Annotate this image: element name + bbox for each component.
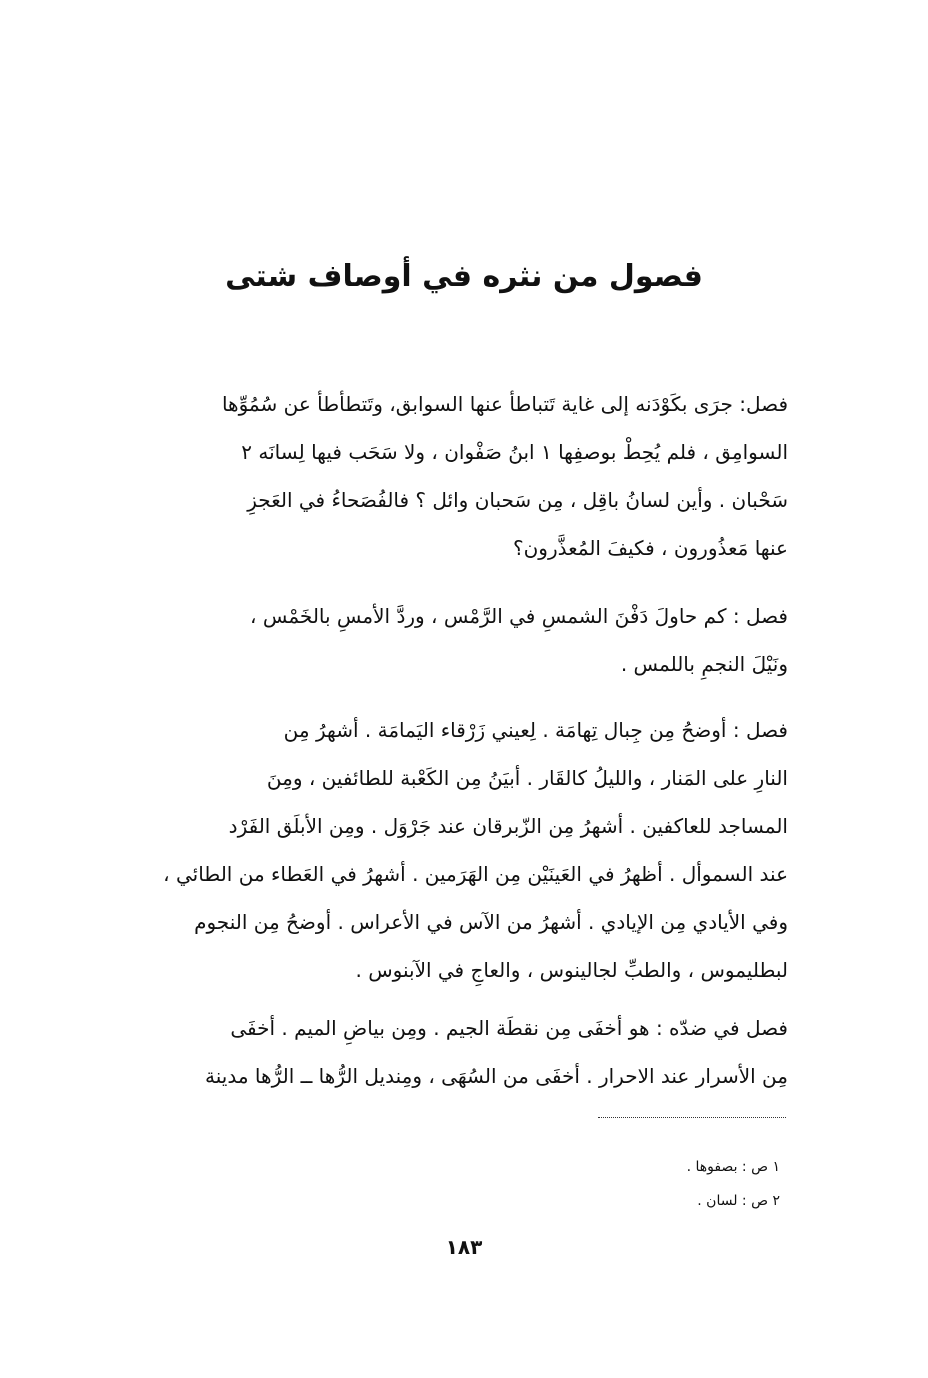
text-line: السوامِق ، فلم يُحِطْ بوصفِها ١ ابنُ صَفْوان ، ولا سَحَب فيها لِسانَه ٢ xyxy=(241,440,788,464)
text-line: فصل: جرَى بكَوْدَنه إلى غاية تَتباطأ عنها السوابق، وتَتطأطأ عن سُمُوِّها xyxy=(221,392,788,416)
paragraph-3 xyxy=(108,706,788,994)
text-line: ونَيْلَ النجمِ باللمس . xyxy=(620,652,788,676)
text-line: فصل : كم حاولَ دَفْنَ الشمسِ في الرَّمْس ، وردَّ الأمسِ بالخَمْس ، xyxy=(250,604,788,628)
text-line: النارِ على المَنار ، والليلُ كالقَار . أبيَنُ مِن الكَعْبة للطائفين ، ومِنَ xyxy=(266,766,788,790)
text-line: مِن الأسرار عند الاحرار . أخفَى من السُهَى ، ومِنديل الرُّها ــ الرُّها مدينة xyxy=(205,1064,788,1088)
text-line: فصل : أوضحُ مِن جِبال تِهامَة . لِعيني زَرْقاء اليَمامَة . أشهرُ مِن xyxy=(283,718,788,742)
text-line: وفي الأيادي مِن الإيادي . أشهرُ من الآس في الأعراس . أوضحُ مِن النجوم xyxy=(194,910,788,934)
page-number: ١٨٣ xyxy=(445,1235,483,1259)
page-title: فصول من نثره في أوصاف شتى xyxy=(225,259,703,294)
text-line: عند السموأل . أظهرُ في العَينَيْن مِن الهَرَمين . أشهرُ في العَطاء من الطائي ، xyxy=(163,862,788,886)
paragraph-1 xyxy=(108,380,788,572)
paragraph-2 xyxy=(108,592,788,688)
footnote-1: ١ ص : بصفوها . xyxy=(686,1159,780,1175)
footnote-2: ٢ ص : لسان . xyxy=(697,1193,780,1209)
text-line: لبطليموس ، والطبِّ لجالينوس ، والعاجِ في الآبنوس . xyxy=(355,958,788,982)
text-line: المساجد للعاكفين . أشهرُ مِن الزّبرقان عند جَرْوَل . ومِن الأبلَق الفَرْد xyxy=(228,814,788,838)
text-line: سَحْبان . وأين لسانُ باقِل ، مِن سَحبان وائل ؟ فالفُصَحاءُ في العَجزِ xyxy=(247,488,788,512)
footnote-divider xyxy=(598,1117,786,1118)
text-line: عنها مَعذُورون ، فكيفَ المُعذَّرون؟ xyxy=(512,536,788,560)
paragraph-4 xyxy=(108,1004,788,1100)
text-line: فصل في ضدّه : هو أخفَى مِن نقطَة الجيم . ومِن بياضِ الميم . أخفَى xyxy=(230,1016,788,1040)
footnotes xyxy=(400,1150,780,1218)
